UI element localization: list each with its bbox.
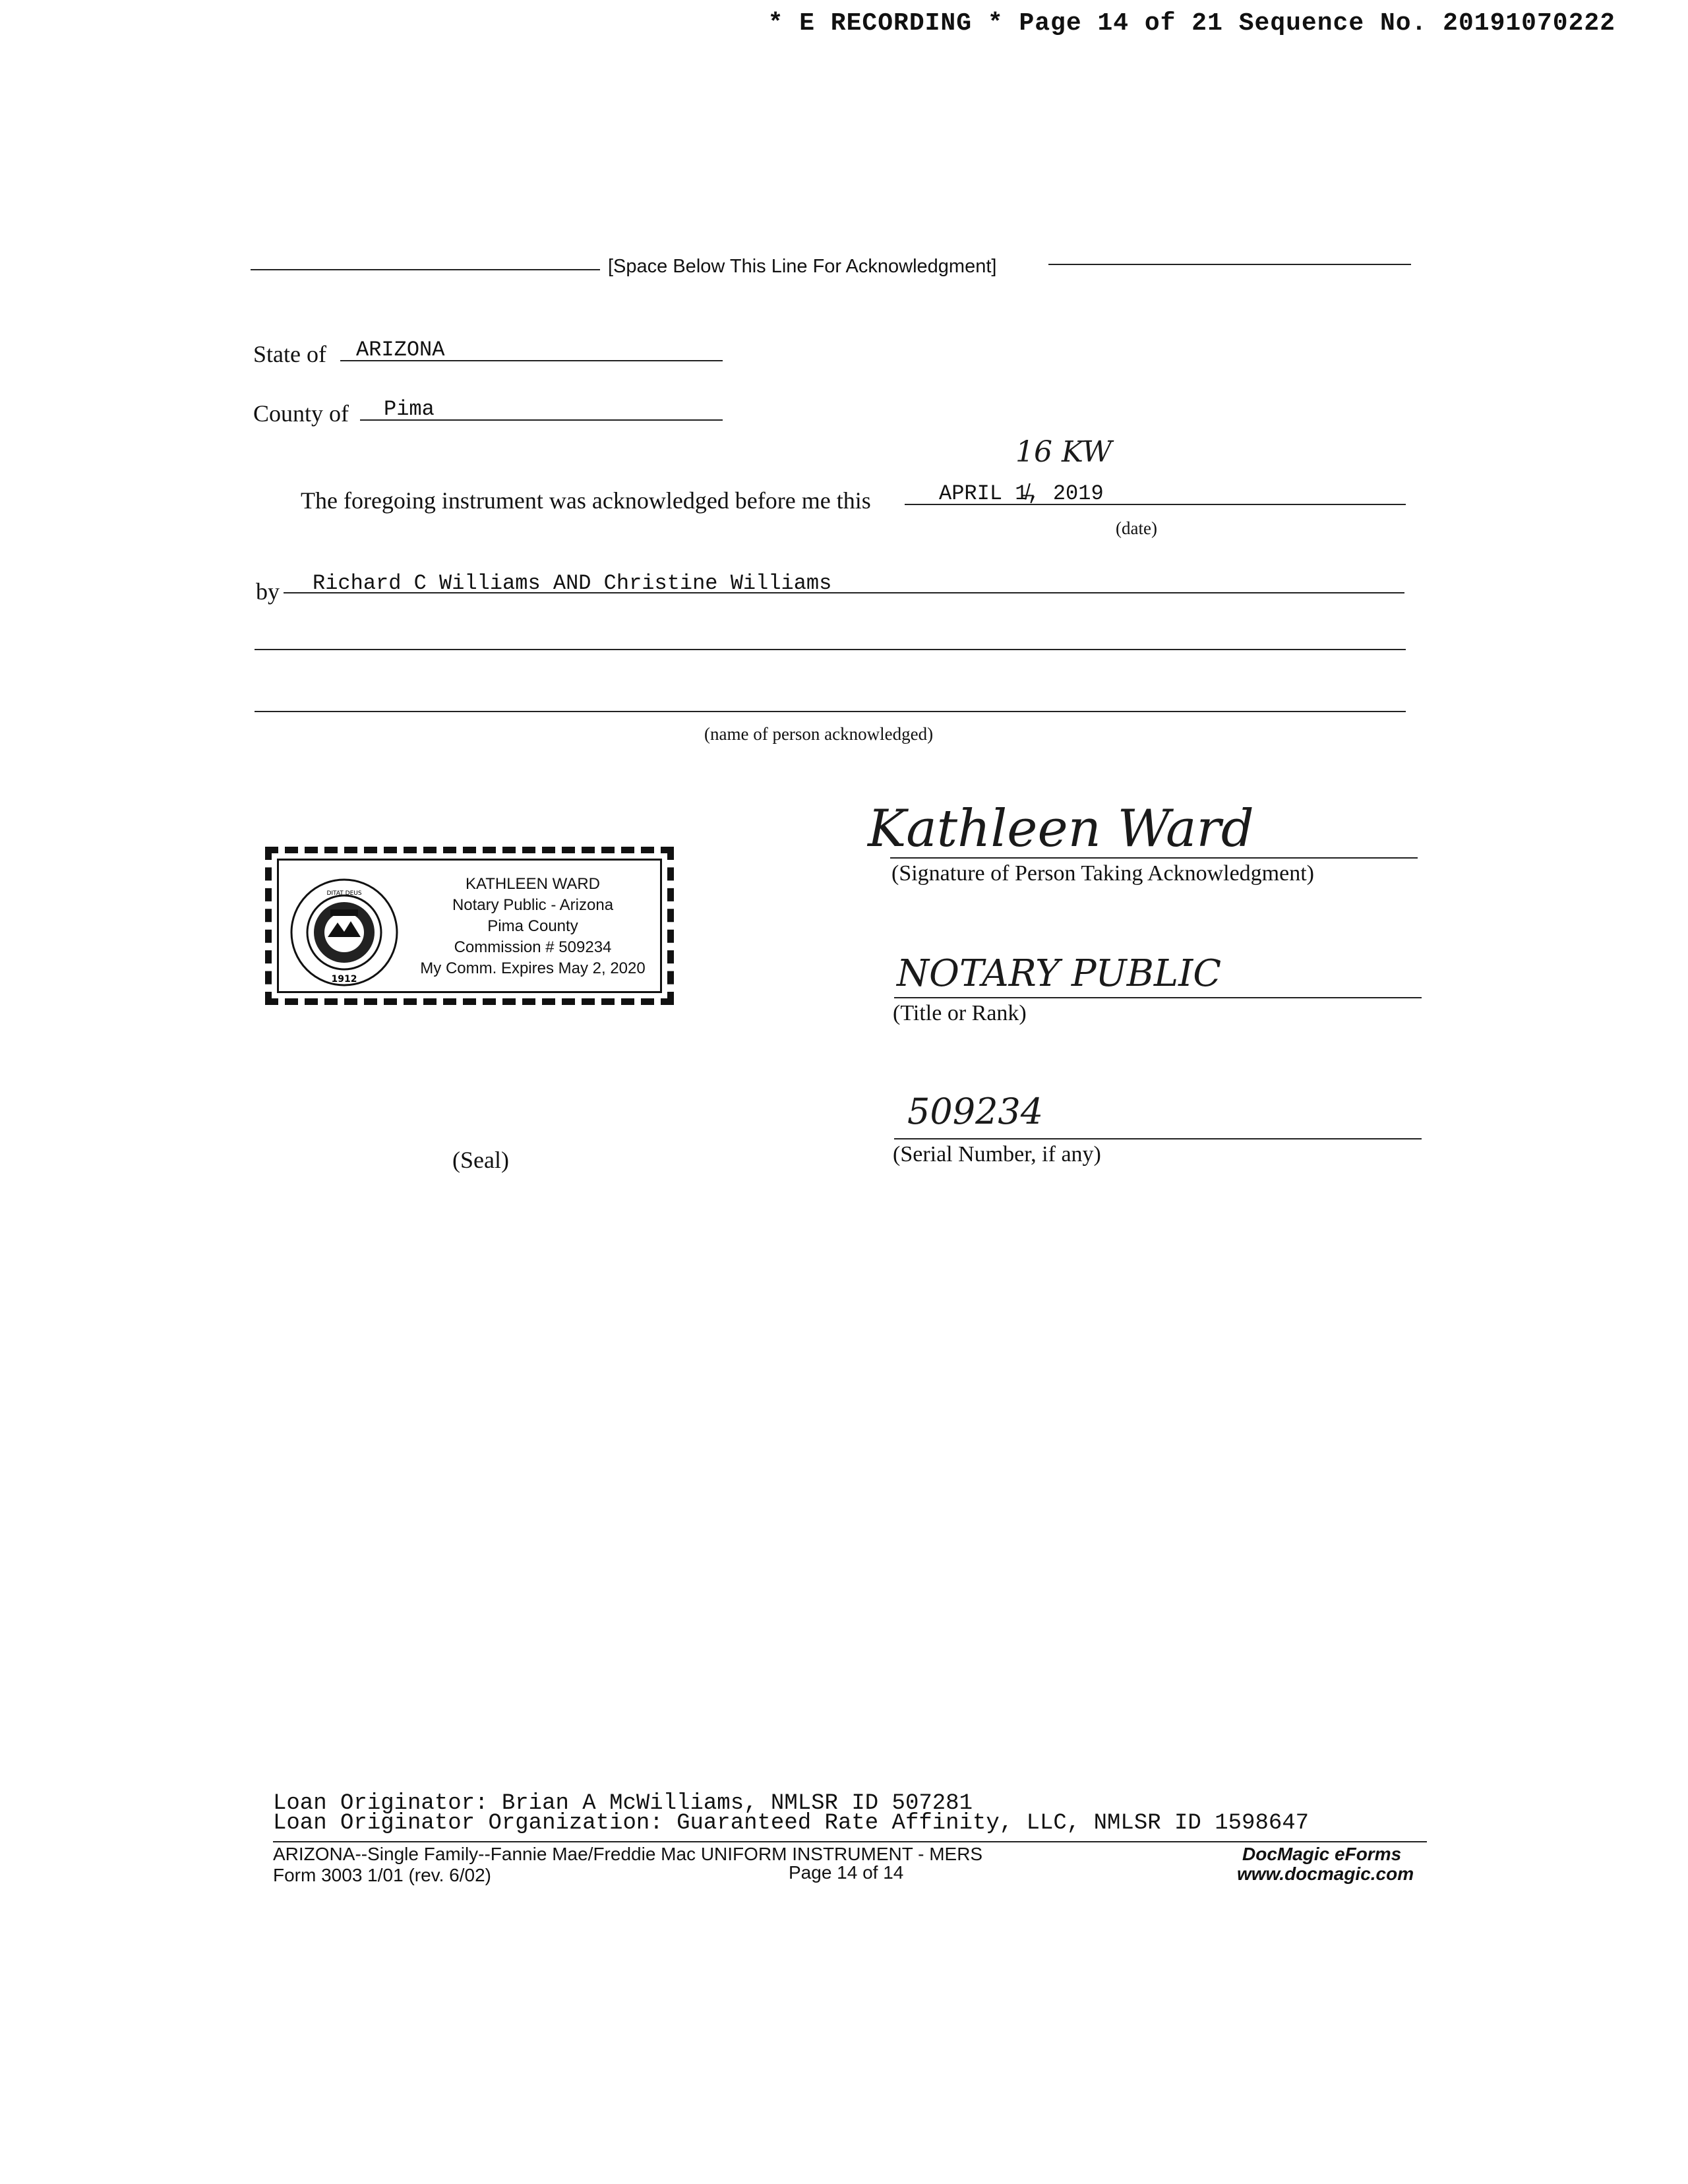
- docmagic-website: www.docmagic.com: [1237, 1864, 1414, 1884]
- serial-line: [894, 1138, 1422, 1139]
- seal-motto: DITAT DEUS: [326, 890, 362, 897]
- name-caption: (name of person acknowledged): [704, 724, 934, 744]
- seal-year: 1912: [331, 974, 357, 985]
- name-blank-line-3: [255, 711, 1406, 712]
- form-title: ARIZONA--Single Family--Fannie Mae/Freddie Mac UNIFORM INSTRUMENT - MERS: [273, 1844, 983, 1864]
- stamp-text: [398, 874, 668, 979]
- footer-rule: [273, 1841, 1427, 1842]
- signature-line: [890, 857, 1418, 859]
- divider-label: [Space Below This Line For Acknowledgment]: [608, 256, 997, 277]
- serial-handwriting: 509234: [907, 1091, 1044, 1132]
- date-caption: (date): [1116, 518, 1157, 538]
- name-blank-line-2: [255, 649, 1406, 650]
- state-underline: [340, 360, 723, 361]
- title-handwriting: NOTARY PUBLIC: [897, 952, 1222, 995]
- recording-header: * E RECORDING * Page 14 of 21 Sequence No. 20191070222: [768, 9, 1615, 38]
- docmagic-brand: DocMagic eForms: [1242, 1844, 1402, 1864]
- loan-originator-organization: Loan Originator Organization: Guaranteed Rate Affinity, LLC, NMLSR ID 1598647: [273, 1811, 1310, 1836]
- state-value: ARIZONA: [356, 338, 445, 362]
- divider-line-left: [251, 269, 600, 270]
- page-number: Page 14 of 14: [789, 1862, 904, 1883]
- by-label: by: [256, 578, 280, 605]
- stamp-name: KATHLEEN WARD: [465, 875, 601, 893]
- state-label: State of: [253, 341, 326, 367]
- stamp-title: Notary Public - Arizona: [452, 896, 614, 914]
- by-underline: [284, 592, 1404, 593]
- divider-line-right: [1048, 264, 1411, 265]
- date-correction-handwriting: 16 KW: [1015, 435, 1112, 469]
- county-value: Pima: [384, 397, 435, 421]
- notary-stamp: [265, 847, 674, 1005]
- state-seal-icon: [288, 876, 400, 988]
- form-number: Form 3003 1/01 (rev. 6/02): [273, 1865, 491, 1885]
- loan-originator: Loan Originator: Brian A McWilliams, NMLSR ID 507281: [273, 1791, 973, 1816]
- county-label: County of: [253, 400, 349, 427]
- county-underline: [360, 419, 723, 421]
- signature-handwriting: Kathleen Ward: [868, 799, 1254, 859]
- title-caption: (Title or Rank): [893, 1001, 1027, 1025]
- title-line: [894, 997, 1422, 998]
- serial-caption: (Serial Number, if any): [893, 1142, 1101, 1167]
- stamp-county: Pima County: [487, 917, 578, 935]
- acknowledgment-date: APRIL 1̸̶, 2019: [939, 481, 1104, 506]
- stamp-commission: Commission # 509234: [454, 938, 612, 956]
- acknowledgment-text: The foregoing instrument was acknowledged before me this: [301, 487, 871, 514]
- seal-caption: (Seal): [452, 1147, 509, 1173]
- acknowledged-persons: Richard C Williams AND Christine Williams: [313, 571, 832, 595]
- stamp-expires: My Comm. Expires May 2, 2020: [420, 959, 646, 977]
- signature-caption: (Signature of Person Taking Acknowledgment): [891, 861, 1314, 886]
- date-underline: [905, 504, 1406, 505]
